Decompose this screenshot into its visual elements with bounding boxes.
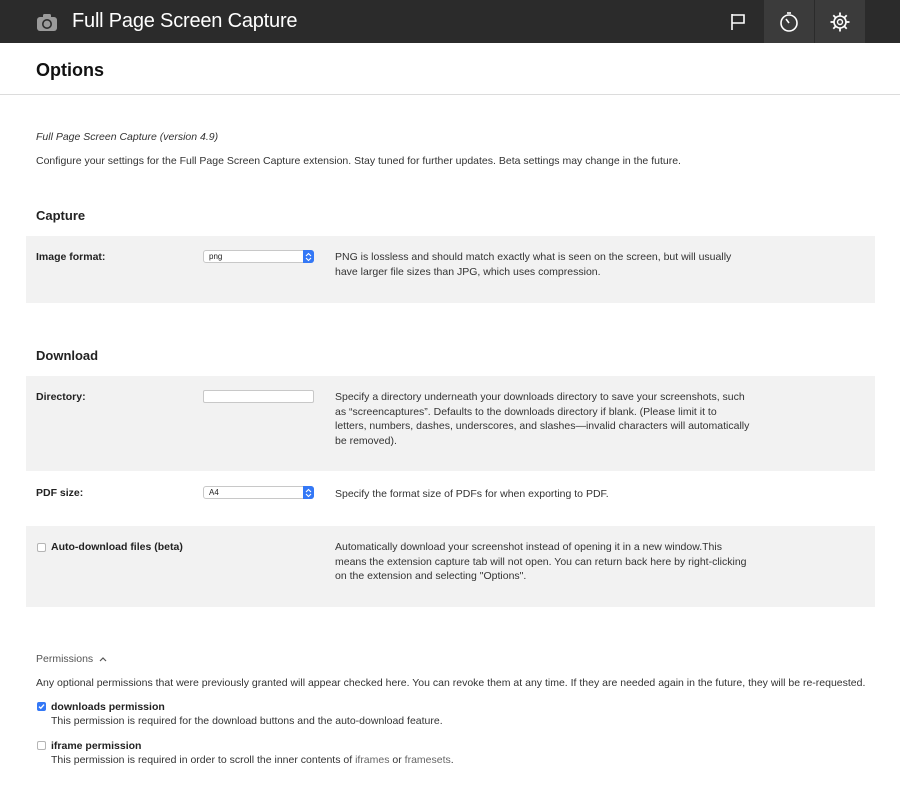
auto-download-label[interactable]: Auto-download files (beta): [51, 541, 183, 553]
select-arrows-icon: [303, 250, 314, 263]
capture-section-title: Capture: [36, 208, 86, 223]
auto-download-checkbox[interactable]: [37, 543, 46, 552]
flag-button[interactable]: [713, 0, 763, 43]
timer-icon: [778, 11, 800, 33]
pdf-size-value: A4: [209, 488, 219, 497]
permissions-header: Permissions: [36, 653, 94, 665]
desc-line: PNG is lossless and should match exactly what is seen on the screen, but will usually: [335, 251, 732, 263]
gear-icon: [829, 11, 851, 33]
permissions-toggle[interactable]: [36, 653, 107, 665]
top-bar: [0, 0, 900, 43]
download-section-title: Download: [36, 348, 99, 363]
pdf-size-description: Specify the format size of PDFs for when exporting to PDF.: [335, 488, 609, 500]
pdf-size-select[interactable]: [203, 486, 314, 499]
camera-icon: [36, 11, 58, 33]
image-format-select[interactable]: [203, 250, 314, 263]
auto-download-description: [335, 540, 755, 584]
checkmark-icon: [37, 702, 46, 711]
desc-line: as “screencaptures”. Defaults to the downloads directory if blank. (Please limit it to: [335, 405, 717, 418]
app-title: Full Page Screen Capture: [72, 10, 298, 32]
desc-line: letters, numbers, dashes, underscores, and slashes—invalid characters will automatically: [335, 420, 750, 432]
desc-line: be removed).: [335, 434, 397, 447]
directory-input[interactable]: [203, 390, 314, 403]
framesets-link[interactable]: framesets: [404, 754, 451, 766]
desc-line: have larger file sizes than JPG, which uses compression.: [335, 265, 601, 278]
page-title: Options: [36, 60, 104, 80]
brand: [36, 0, 297, 43]
downloads-permission-checkbox[interactable]: [37, 702, 46, 711]
settings-button[interactable]: [815, 0, 865, 43]
timer-button[interactable]: [764, 0, 814, 43]
flag-icon: [729, 12, 747, 32]
chevron-up-icon: [99, 656, 107, 662]
directory-description: [335, 390, 755, 448]
permissions-intro: Any optional permissions that were previously granted will appear checked here. You can revoke them at any time. If they are needed again in the future, they will be re-requested.: [36, 677, 866, 689]
desc-line: Specify a directory underneath your downloads directory to save your screenshots, such: [335, 391, 745, 403]
image-format-value: png: [209, 252, 223, 261]
desc-text: or: [389, 754, 405, 766]
version-text: Full Page Screen Capture (version 4.9): [36, 131, 219, 143]
intro-text: Configure your settings for the Full Page Screen Capture extension. Stay tuned for further updates. Beta settings may change in the future.: [36, 155, 681, 167]
iframe-permission-label[interactable]: iframe permission: [51, 740, 142, 752]
iframe-permission-checkbox[interactable]: [37, 741, 46, 750]
downloads-permission-label[interactable]: downloads permission: [51, 701, 165, 713]
downloads-permission-description: This permission is required for the download buttons and the auto-download feature.: [51, 715, 443, 727]
image-format-row: [26, 236, 875, 303]
pdf-size-label: PDF size:: [36, 487, 84, 499]
select-arrows-icon: [303, 486, 314, 499]
desc-text: This permission is required in order to scroll the inner contents of: [51, 754, 356, 766]
directory-label: Directory:: [36, 391, 86, 403]
page-header: [0, 43, 900, 95]
image-format-label: Image format:: [36, 251, 106, 263]
desc-line: on the extension and selecting "Options".: [335, 570, 527, 582]
iframes-link[interactable]: iframes: [355, 754, 390, 766]
desc-line: Automatically download your screenshot instead of opening it in a new window.This: [335, 541, 722, 553]
desc-line: means the extension capture tab will not open. You can return back here by right-clicking: [335, 555, 747, 568]
desc-text: .: [450, 754, 454, 766]
directory-row: [26, 376, 875, 471]
iframe-permission-description: [51, 754, 454, 766]
image-format-description: [335, 250, 755, 279]
pdf-size-row: [26, 471, 875, 526]
auto-download-row: [26, 526, 875, 607]
